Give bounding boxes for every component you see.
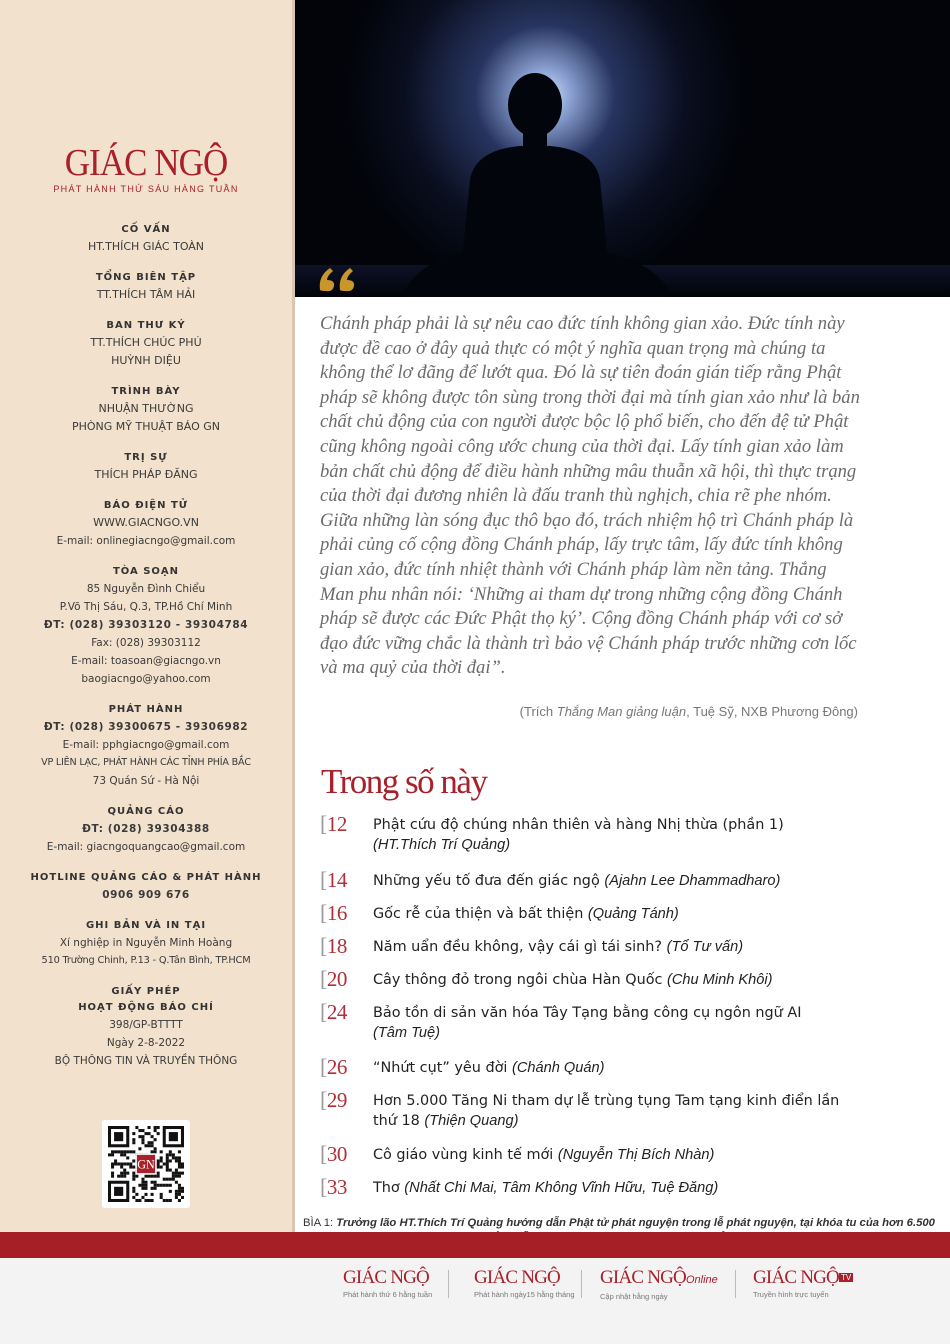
staff-line: Ngày 2-8-2022 <box>106 1037 186 1049</box>
staff-list <box>0 222 292 1084</box>
staff-line: Xí nghiệp in Nguyễn Minh Hoàng <box>59 937 233 949</box>
toc-title-text: Bảo tồn di sản văn hóa Tây Tạng bằng công cụ ngôn ngữ AI <box>373 1005 802 1021</box>
toc-page-number: [33 <box>320 1174 347 1199</box>
staff-section <box>0 870 292 904</box>
staff-section <box>0 318 292 370</box>
staff-line: THÍCH PHÁP ĐĂNG <box>94 468 198 481</box>
caption-text: Trưởng lão HT.Thích Trí Quảng hướng dẫn Phật tử phát nguyện trong lễ phát nguyện, tại khóa tu của hơn 6.500 <box>336 1217 935 1229</box>
toc-entry <box>373 904 873 924</box>
toc-page-number: [29 <box>320 1087 347 1112</box>
cite-prefix: (Trích <box>519 704 557 719</box>
toc-entry <box>373 937 873 957</box>
staff-section <box>0 498 292 550</box>
staff-section <box>0 702 292 790</box>
toc-page-number: [14 <box>320 867 347 892</box>
staff-line: PHÒNG MỸ THUẬT BÁO GN <box>71 420 221 433</box>
quote-text: Chánh pháp phải là sự nêu cao đức tính không gian xảo. Đức tính này được đề cao ở đây quả thực có một ý nghĩa quan trọng mà chúng ta không thể lơ đãng để lướt qua. Đó là sự tiên đoán gián tiếp rằng Phật pháp sẽ không được tôn sùng trong thời đại mà tính gian xảo như là bản chất chủ động của con người được bộc lộ phổ biến, cho đến đệ tử Phật cũng không ngoài công ước chung của thời đại. Lấy tính gian xảo làm bản chất chủ động để điều hành những mâu thuẫn xã hội, thì thực trạng của thời đại đương nhiên là đấu tranh thù nghịch, chia rẽ phe nhóm. Giữa những làn sóng đục thô bạo đó, trách nhiệm hộ trì Chánh pháp là phải củng cố cộng đồng Chánh pháp, lấy trực tâm, lấy đức tính không gian xảo, đức tính nhiệt thành với Chánh pháp làm nền tảng. Thắng Man phu nhân nói: ‘Những ai tham dự trong những cộng đồng Chánh pháp sẽ được các Đức Phật thọ ký’. Cộng đồng Chánh pháp với cơ sở đạo đức vững chắc là thành trì bảo vệ Chánh pháp trước những cơn lốc và ma quỷ của thời đại”. <box>320 313 860 679</box>
cite-suffix: , Tuệ Sỹ, NXB Phương Đông) <box>686 704 858 719</box>
toc-title-text: Những yếu tố đưa đến giác ngộ <box>373 873 600 889</box>
staff-heading: TRÌNH BÀY <box>111 386 181 397</box>
meditating-monk-photo <box>295 0 950 297</box>
staff-section <box>0 918 292 970</box>
toc-author: (Thiện Quang) <box>424 1113 519 1129</box>
staff-heading: TRỊ SỰ <box>124 452 168 463</box>
brand-name: GIÁC NGỘ <box>600 1267 686 1288</box>
toc-author: (Quảng Tánh) <box>587 906 679 922</box>
staff-line: VP LIÊN LẠC, PHÁT HÀNH CÁC TỈNH PHÍA BẮC <box>41 757 251 768</box>
staff-heading: TỔNG BIÊN TẬP <box>95 272 197 283</box>
toc-author: (Tổ Tư vấn) <box>666 939 744 955</box>
toc-entry <box>373 1003 873 1043</box>
brand-tv[interactable] <box>753 1266 853 1299</box>
toc-page-number: [12 <box>320 811 347 836</box>
toc-author: (HT.Thích Trí Quảng) <box>373 837 511 853</box>
toc-entry <box>373 815 873 855</box>
toc-author: (Nhất Chi Mai, Tâm Không Vĩnh Hữu, Tuệ Đăng) <box>404 1180 719 1196</box>
email-link[interactable]: E-mail: giacngoquangcao@gmail.com <box>46 841 246 853</box>
staff-section <box>0 450 292 484</box>
masthead-title: GIÁC NGỘ <box>64 142 228 184</box>
toc-author: (Tâm Tuệ) <box>373 1025 441 1041</box>
toc-entry <box>373 970 873 990</box>
caption-label: BÌA 1: <box>303 1217 337 1229</box>
toc-author: (Chu Minh Khôi) <box>667 972 773 988</box>
qr-code[interactable] <box>102 1120 190 1208</box>
quote-mark-icon <box>318 262 358 292</box>
brand-tagline: Cập nhật hằng ngày <box>600 1292 668 1301</box>
staff-line: 73 Quán Sứ - Hà Nội <box>92 775 200 787</box>
brand-weekly[interactable] <box>343 1266 432 1299</box>
footer-divider <box>448 1270 449 1298</box>
brand-tagline: Phát hành thứ 6 hằng tuần <box>343 1290 433 1299</box>
staff-section <box>0 270 292 304</box>
footer-band <box>0 1232 950 1258</box>
staff-heading: PHÁT HÀNH <box>108 704 184 715</box>
staff-line: 398/GP-BTTTT <box>109 1019 183 1031</box>
staff-line: P.Võ Thị Sáu, Q.3, TP.Hồ Chí Minh <box>59 601 233 613</box>
toc-page-number: [26 <box>320 1054 347 1079</box>
toc-title-text: Cô giáo vùng kinh tế mới <box>373 1147 554 1163</box>
toc-title-text: “Nhứt cụt” yêu đời <box>373 1060 508 1076</box>
brand-online[interactable] <box>600 1266 718 1301</box>
staff-heading: BÁO ĐIỆN TỬ <box>103 500 189 511</box>
masthead-logo <box>0 140 292 194</box>
toc-entry <box>373 871 873 891</box>
cover-photo <box>295 0 950 297</box>
brand-suffix: TV <box>840 1273 852 1282</box>
toc-title-text: Gốc rễ của thiện và bất thiện <box>373 906 584 922</box>
staff-heading: BAN THƯ KÝ <box>106 320 186 331</box>
brand-name-row <box>600 1266 718 1292</box>
email-link[interactable]: E-mail: onlinegiacngo@gmail.com <box>56 535 236 547</box>
toc-title-text: Thơ <box>373 1180 400 1196</box>
staff-section <box>0 564 292 688</box>
staff-heading: QUẢNG CÁO <box>107 806 185 817</box>
brand-monthly[interactable] <box>474 1266 575 1299</box>
toc-title-text: Phật cứu độ chúng nhân thiên và hàng Nhị thừa (phần 1) <box>373 817 784 833</box>
quote-citation <box>320 704 858 719</box>
brand-name: GIÁC NGỘ <box>474 1267 560 1288</box>
brand-name: GIÁC NGỘ <box>753 1267 839 1288</box>
staff-heading: GIẤY PHÉP <box>111 986 181 997</box>
staff-line: TT.THÍCH CHÚC PHÚ <box>90 336 202 349</box>
toc-title-text: Cây thông đỏ trong ngôi chùa Hàn Quốc <box>373 972 663 988</box>
qr-code-graphic <box>108 1126 184 1202</box>
toc-entry <box>373 1058 873 1078</box>
toc-author: (Nguyễn Thị Bích Nhàn) <box>557 1147 715 1163</box>
staff-line: BỘ THÔNG TIN VÀ TRUYỀN THÔNG <box>54 1055 238 1067</box>
staff-heading: CỐ VẤN <box>121 224 171 235</box>
brand-tagline: Phát hành ngày15 hằng tháng <box>474 1290 575 1299</box>
staff-section <box>0 804 292 856</box>
brand-name-row <box>753 1266 853 1290</box>
phone-number: ĐT: (028) 39303120 - 39304784 <box>43 619 249 631</box>
footer-divider <box>581 1270 582 1298</box>
brand-tagline: Truyền hình trực tuyến <box>753 1290 829 1299</box>
email-link[interactable]: E-mail: pphgiacngo@gmail.com <box>62 739 230 751</box>
cite-title: Thắng Man giảng luận <box>556 704 687 719</box>
brand-suffix: Online <box>685 1274 718 1286</box>
footer-brands <box>0 1258 950 1344</box>
staff-heading: GHI BẢN VÀ IN TẠI <box>85 920 207 931</box>
email-link[interactable]: E-mail: toasoan@giacngo.vn <box>71 655 221 667</box>
toc-entry <box>373 1091 843 1131</box>
toc-title: Trong số này <box>321 762 487 801</box>
staff-heading: TÒA SOẠN <box>112 566 180 577</box>
toc-author: (Ajahn Lee Dhammadharo) <box>604 873 781 889</box>
toc-page-number: [16 <box>320 900 347 925</box>
staff-line: Fax: (028) 39303112 <box>91 637 201 649</box>
staff-section <box>0 222 292 256</box>
staff-line: 510 Trường Chinh, P.13 - Q.Tân Bình, TP.HCM <box>41 955 251 966</box>
staff-heading: HOTLINE QUẢNG CÁO & PHÁT HÀNH <box>30 872 262 883</box>
masthead-subtitle: PHÁT HÀNH THỨ SÁU HÀNG TUẦN <box>53 184 239 194</box>
masthead-sidebar <box>0 0 292 1232</box>
toc-page-number: [20 <box>320 966 347 991</box>
staff-heading: HOẠT ĐỘNG BÁO CHÍ <box>78 1002 214 1013</box>
phone-number: ĐT: (028) 39304388 <box>82 823 210 835</box>
staff-line: HUỲNH DIỆU <box>111 354 181 367</box>
staff-line: HT.THÍCH GIÁC TOÀN <box>87 240 205 253</box>
email-link[interactable]: baogiacngo@yahoo.com <box>81 673 211 685</box>
staff-section <box>0 984 292 1070</box>
staff-line: NHUẬN THƯỜNG <box>98 402 194 415</box>
toc-title-text: Hơn 5.000 Tăng Ni tham dự lễ trùng tụng Tam tạng kinh điển lần thứ 18 <box>373 1093 840 1129</box>
toc-entry <box>373 1145 873 1165</box>
staff-line: 85 Nguyễn Đình Chiểu <box>86 583 206 595</box>
staff-line: TT.THÍCH TÂM HẢI <box>96 288 196 301</box>
website-link[interactable]: WWW.GIACNGO.VN <box>93 516 199 529</box>
qr-badge: GN <box>137 1157 155 1172</box>
staff-section <box>0 384 292 436</box>
toc-entry <box>373 1178 873 1198</box>
toc-title-text: Năm uẩn đều không, vậy cái gì tái sinh? <box>373 939 663 955</box>
hotline-number: 0906 909 676 <box>102 889 190 901</box>
phone-number: ĐT: (028) 39300675 - 39306982 <box>43 721 249 733</box>
toc-author: (Chánh Quán) <box>511 1060 605 1076</box>
footer-divider <box>735 1270 736 1298</box>
brand-name: GIÁC NGỘ <box>343 1267 429 1288</box>
toc-page-number: [30 <box>320 1141 347 1166</box>
toc-page-number: [24 <box>320 999 347 1024</box>
toc-page-number: [18 <box>320 933 347 958</box>
